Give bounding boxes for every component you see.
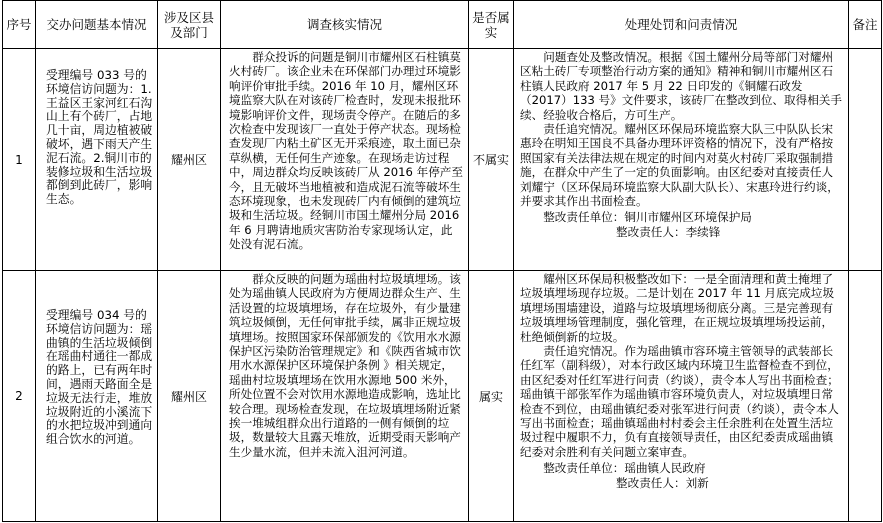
header-row bbox=[3, 1, 882, 49]
header-note: 备注 bbox=[849, 1, 882, 49]
row-seq: 2 bbox=[3, 271, 36, 522]
header-district: 涉及区县及部门 bbox=[158, 1, 221, 49]
row-seq: 1 bbox=[3, 49, 36, 271]
rectification-paragraph: 问题查处及整改情况。根据《国土耀州分局等部门对耀州区粘土砖厂专项整治行动方案的通知》精神和铜川市耀州区石柱镇人民政府 2017 年 5 月 22 日印发的《铜耀石政发（2017）133 号》文件要求，该砖厂在整改到位、取得相关手续、经验收合格后，方可生产。 bbox=[520, 50, 842, 122]
issue-description: 受理编号 034 号的环境信访问题为：瑶曲镇的生活垃圾倾倒在瑶曲村通往一都成的路上，已有两年时间，遇雨天路面全是垃圾无法行走，堆放垃圾附近的小溪流下的水把垃圾冲到通向组合饮水的河道。 bbox=[36, 271, 158, 522]
header-seq: 序号 bbox=[3, 1, 36, 49]
accountability-paragraph: 责任追究情况。耀州区环保局环境监察大队三中队队长宋惠玲在明知王国良不具备办理环评资格的情况下，没有严格按照国家有关法律法规在规定的时间内对莫火村砖厂采取强制措施，在群众中产生了一定的负面影响。由区纪委对直接责任人刘耀宁（区环保局环境监察大队副大队长）、宋惠玲进行约谈，并要求其作出书面检查。 bbox=[520, 122, 839, 209]
responsible-person: 整改责任人：李续锋 bbox=[616, 224, 721, 239]
table-row bbox=[3, 271, 882, 522]
district-department: 耀州区 bbox=[158, 271, 221, 522]
header-verify: 调查核实情况 bbox=[221, 1, 469, 49]
rectification-paragraph: 耀州区环保局积极整改如下：一是全面清理和黄土掩埋了垃圾填埋场现存垃圾。二是计划在 2017 年 11 月底完成垃圾填埋场围墙建设，道路与垃圾填埋场彻底分离。三是完善现有垃圾填埋场管理制度，强化管理，在正规垃圾填埋场投运前，杜绝倾倒新的垃圾。 bbox=[520, 272, 835, 344]
verification-details bbox=[221, 49, 469, 271]
responsible-unit: 整改责任单位：瑶曲镇人民政府 bbox=[543, 461, 706, 476]
header-handling: 处理处罚和问责情况 bbox=[514, 1, 849, 49]
verification-text: 群众投诉的问题是铜川市耀州区石柱镇莫火村砖厂。该企业未在环保部门办理过环境影响评价审批手续。2016 年 10 月，耀州区环境监察大队在对该砖厂检查时，发现未报批环境影响评价文件，现场责令停产。在随后的多次检查中发现该厂一直处于停产状态。现场检查发现厂内粘土矿区无开采痕迹，取土面已杂草纵横，无任何生产迹象。在现场走访过程中，周边群众均反映该砖厂从 2016 年停产至今，且无破坏当地植被和造成泥石流等破坏生态环境现象，也未发现砖厂内有倾倒的建筑垃圾和生活垃圾。经铜川市国土耀州分局 2016 年 6 月聘请地质灾害防治专家现场认定，此处没有泥石流。 bbox=[229, 50, 463, 252]
row-note bbox=[849, 49, 882, 271]
is-true-flag: 属实 bbox=[469, 271, 514, 522]
table-row bbox=[3, 49, 882, 271]
district-department: 耀州区 bbox=[158, 49, 221, 271]
responsible-unit: 整改责任单位：铜川市耀州区环境保护局 bbox=[543, 210, 752, 225]
is-true-flag: 不属实 bbox=[469, 49, 514, 271]
header-issue: 交办问题基本情况 bbox=[36, 1, 158, 49]
verification-details bbox=[221, 271, 469, 522]
handling-details bbox=[514, 49, 849, 271]
accountability-paragraph: 责任追究情况。作为瑶曲镇市容环境主管领导的武装部长任红军（副科级），对本行政区域内环境卫生监督检查不到位，由区纪委对任红军进行问责（约谈），责令本人写出书面检查；瑶曲镇干部张军作为瑶曲镇市容环境负责人，对垃圾填埋日常检查不到位，由瑶曲镇纪委对张军进行问责（约谈），责令本人写出书面检查；瑶曲镇瑶曲村村委会主任余胜利在处置生活垃圾过程中履职不力，负有直接领导责任，由区纪委责成瑶曲镇纪委对余胜利有关问题立案审查。 bbox=[520, 344, 839, 459]
header-true-flag: 是否属实 bbox=[469, 1, 514, 49]
complaint-handling-table bbox=[2, 0, 882, 522]
handling-details bbox=[514, 271, 849, 522]
issue-description: 受理编号 033 号的环境信访问题为：1.王益区王家河红石沟山上有个砖厂，占地几十亩，周边植被破破坏，遇下雨天产生泥石流。2.铜川市的装修垃圾和生活垃圾都倒到此砖厂，影响生态。 bbox=[36, 49, 158, 271]
verification-text: 群众反映的问题为瑶曲村垃圾填埋场。该处为瑶曲镇人民政府为方便周边群众生产、生活设置的垃圾填埋场，存在垃圾外，有少量建筑垃圾倾倒，无任何审批手续，属非正规垃圾填埋场。按照国家环保部颁发的《饮用水水源保护区污染防治管理规定》和《陕西省城市饮用水水源保护区环境保护条例 》相关规定，瑶曲村垃圾填埋场在饮用水源地 500 米外，所处位置不会对饮用水源地造成影响，选址比较合理。现场检查发现，在垃圾填埋场附近紧挨一堆城组群众出行道路的一侧有倾倒的垃圾，数量较大且露天堆放，近期受雨天影响产生少量水流，但并未流入沮河河道。 bbox=[229, 272, 461, 459]
row-note bbox=[849, 271, 882, 522]
responsible-person: 整改责任人：刘新 bbox=[616, 475, 709, 490]
